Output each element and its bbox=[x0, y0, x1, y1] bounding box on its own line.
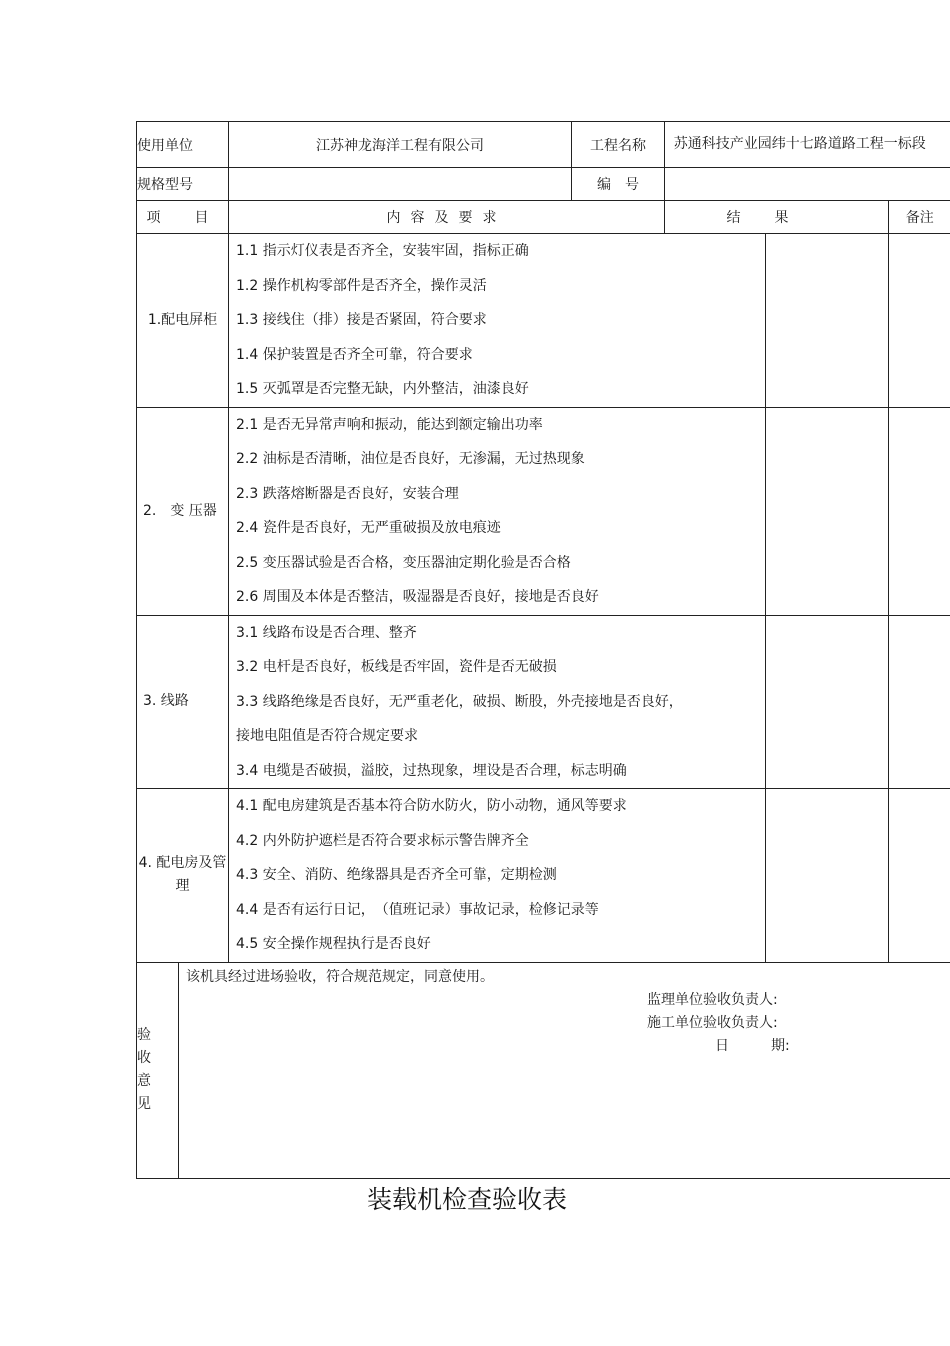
unit-label: 使用单位 bbox=[137, 122, 229, 168]
result-cell bbox=[766, 407, 889, 615]
check-item: 2.6 周围及本体是否整洁，吸湿器是否良好，接地是否良好 bbox=[236, 589, 599, 605]
check-item: 4.5 安全操作规程执行是否良好 bbox=[236, 936, 431, 952]
remark-cell bbox=[889, 615, 950, 789]
opinion-statement: 该机具经过进场验收，符合规范规定，同意使用。 bbox=[186, 968, 494, 985]
check-item: 4.3 安全、消防、绝缘器具是否齐全可靠，定期检测 bbox=[236, 867, 557, 883]
date-label: 日 期: bbox=[715, 1037, 790, 1054]
result-cell bbox=[766, 615, 889, 789]
supervisor-signature-label: 监理单位验收负责人: bbox=[647, 991, 778, 1008]
model-label: 规格型号 bbox=[137, 168, 229, 201]
number-label: 编 号 bbox=[572, 168, 665, 201]
opinion-label bbox=[137, 962, 179, 1178]
section-row bbox=[137, 789, 950, 963]
check-item: 2.2 油标是否清晰，油位是否良好，无渗漏，无过热现象 bbox=[236, 451, 585, 467]
document-title: 装载机检查验收表 bbox=[366, 1185, 567, 1214]
check-item: 2.1 是否无异常声响和振动，能达到额定输出功率 bbox=[236, 416, 543, 433]
column-header-row bbox=[137, 201, 950, 234]
opinion-row bbox=[137, 962, 950, 1178]
section-row bbox=[137, 407, 950, 615]
check-item: 接地电阻值是否符合规定要求 bbox=[236, 728, 418, 744]
header-row-unit bbox=[137, 122, 950, 168]
section-category: 1.配电屏柜 bbox=[137, 234, 229, 408]
model-value bbox=[229, 168, 572, 201]
section-items bbox=[229, 407, 766, 615]
section-category: 3. 线路 bbox=[137, 615, 229, 789]
check-item: 3.4 电缆是否破损，溢胶，过热现象，埋设是否合理，标志明确 bbox=[236, 762, 627, 779]
check-item: 2.3 跌落熔断器是否良好，安装合理 bbox=[236, 485, 459, 502]
check-item: 2.5 变压器试验是否合格，变压器油定期化验是否合格 bbox=[236, 554, 571, 571]
opinion-content bbox=[179, 962, 950, 1178]
project-label: 工程名称 bbox=[572, 122, 665, 168]
col-item-header: 项 目 bbox=[137, 201, 229, 234]
number-value bbox=[665, 168, 950, 201]
project-value: 苏通科技产业园纬十七路道路工程一标段 bbox=[665, 122, 950, 168]
col-content-header: 内容及要求 bbox=[229, 201, 665, 234]
check-item: 3.1 线路布设是否合理、整齐 bbox=[236, 624, 417, 641]
col-result-header: 结 果 bbox=[665, 201, 889, 234]
remark-cell bbox=[889, 789, 950, 963]
header-row-model bbox=[137, 168, 950, 201]
opinion-label-char: 收 bbox=[137, 1050, 151, 1066]
check-item: 4.1 配电房建筑是否基本符合防水防火，防小动物，通风等要求 bbox=[236, 798, 627, 814]
check-item: 4.4 是否有运行日记， （值班记录）事故记录，检修记录等 bbox=[236, 901, 599, 918]
opinion-label-char: 见 bbox=[137, 1096, 151, 1112]
check-item: 1.4 保护装置是否齐全可靠，符合要求 bbox=[236, 346, 473, 363]
opinion-label-char: 验 bbox=[137, 1027, 151, 1043]
section-items bbox=[229, 615, 766, 789]
check-item: 4.2 内外防护遮栏是否符合要求标示警告牌齐全 bbox=[236, 832, 529, 849]
inspection-form-table bbox=[136, 121, 950, 1179]
col-remark-header: 备注 bbox=[889, 201, 950, 234]
check-item: 1.1 指示灯仪表是否齐全，安装牢固，指标正确 bbox=[236, 243, 529, 259]
check-item: 3.3 线路绝缘是否良好，无严重老化，破损、断股，外壳接地是否良好， bbox=[236, 693, 683, 710]
check-item: 1.2 操作机构零部件是否齐全，操作灵活 bbox=[236, 277, 487, 294]
section-row bbox=[137, 615, 950, 789]
constructor-signature-label: 施工单位验收负责人: bbox=[647, 1014, 778, 1031]
check-item: 1.5 灭弧罩是否完整无缺，内外整洁，油漆良好 bbox=[236, 381, 529, 397]
unit-value: 江苏神龙海洋工程有限公司 bbox=[229, 122, 572, 168]
check-item: 2.4 瓷件是否良好，无严重破损及放电痕迹 bbox=[236, 520, 501, 536]
remark-cell bbox=[889, 234, 950, 408]
section-row bbox=[137, 234, 950, 408]
result-cell bbox=[766, 789, 889, 963]
result-cell bbox=[766, 234, 889, 408]
section-category: 4. 配电房及管理 bbox=[137, 789, 229, 963]
check-item: 3.2 电杆是否良好，板线是否牢固，瓷件是否无破损 bbox=[236, 659, 557, 675]
section-items bbox=[229, 789, 766, 963]
opinion-label-char: 意 bbox=[137, 1073, 151, 1089]
check-item: 1.3 接线住（排）接是否紧固，符合要求 bbox=[236, 312, 487, 328]
section-items bbox=[229, 234, 766, 408]
remark-cell bbox=[889, 407, 950, 615]
section-category: 2. 变 压器 bbox=[137, 407, 229, 615]
